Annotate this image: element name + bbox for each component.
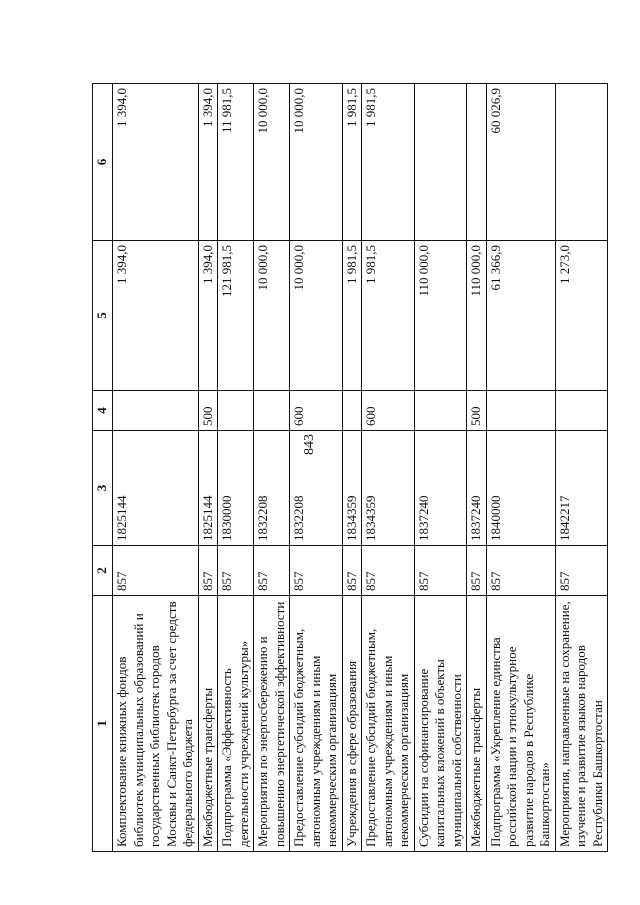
row-amount-1: 121 981,5 [218, 241, 254, 391]
row-ministry-code: 857 [113, 546, 199, 596]
row-ministry-code: 857 [362, 546, 415, 596]
row-target-code: 1837240 [414, 431, 467, 546]
page-number: 843 [302, 434, 317, 455]
table-row [254, 84, 290, 852]
row-name: Учреждения в сфере образования [342, 596, 362, 852]
row-ministry-code: 857 [198, 546, 218, 596]
row-name: Комплектование книжных фондов библиотек муниципальных образований и государственных библиотек городов Москвы и Санкт-Петербурга за счет средств федерального бюджета [113, 596, 199, 852]
row-amount-2: 60 026,9 [486, 84, 555, 241]
table-row [486, 84, 555, 852]
row-expense-type: 600 [290, 391, 343, 431]
row-amount-1: 1 981,5 [362, 241, 415, 391]
row-amount-2 [555, 84, 608, 241]
row-target-code: 1834359 [342, 431, 362, 546]
row-expense-type [113, 391, 199, 431]
table-row [362, 84, 415, 852]
row-amount-1: 110 000,0 [467, 241, 487, 391]
row-ministry-code: 857 [467, 546, 487, 596]
row-expense-type [555, 391, 608, 431]
table-row [198, 84, 218, 852]
table-row [414, 84, 467, 852]
row-name: Субсидии на софинансирование капитальных вложений в объекты муниципальной собственности [414, 596, 467, 852]
row-name: Подпрограмма «Эффективность деятельности учреждений культуры» [218, 596, 254, 852]
row-target-code: 1832208 [254, 431, 290, 546]
row-amount-1: 110 000,0 [414, 241, 467, 391]
rotated-table-container [92, 84, 636, 852]
row-ministry-code: 857 [555, 546, 608, 596]
row-amount-2: 11 981,5 [218, 84, 254, 241]
row-ministry-code: 857 [342, 546, 362, 596]
column-header: 2 [93, 546, 113, 596]
table-row [342, 84, 362, 852]
column-header: 1 [93, 596, 113, 852]
row-expense-type [342, 391, 362, 431]
row-name: Предоставление субсидий бюджетным, автономным учреждениям и иным некоммерческим организациям [362, 596, 415, 852]
table-row [467, 84, 487, 852]
row-target-code: 1840000 [486, 431, 555, 546]
column-header: 5 [93, 241, 113, 391]
row-amount-2 [414, 84, 467, 241]
row-target-code: 1830000 [218, 431, 254, 546]
row-amount-1: 1 981,5 [342, 241, 362, 391]
column-header: 6 [93, 84, 113, 241]
row-name: Предоставление субсидий бюджетным, автономным учреждениям и иным некоммерческим организациям [290, 596, 343, 852]
row-amount-1: 1 273,0 [555, 241, 608, 391]
row-amount-2: 10 000,0 [290, 84, 343, 241]
row-target-code: 1832208 [290, 431, 343, 546]
row-name: Межбюджетные трансферты [467, 596, 487, 852]
row-expense-type [486, 391, 555, 431]
row-ministry-code: 857 [254, 546, 290, 596]
row-target-code: 1834359 [362, 431, 415, 546]
row-expense-type: 500 [198, 391, 218, 431]
table-row [290, 84, 343, 852]
row-amount-2 [467, 84, 487, 241]
row-name: Подпрограмма «Укрепление единства российской нации и этнокультурное развитие народов в Республике Башкортостан» [486, 596, 555, 852]
table-row [113, 84, 199, 852]
row-ministry-code: 857 [486, 546, 555, 596]
table-row [218, 84, 254, 852]
row-ministry-code: 857 [218, 546, 254, 596]
row-amount-2: 1 394,0 [198, 84, 218, 241]
row-expense-type: 500 [467, 391, 487, 431]
row-target-code: 1825144 [113, 431, 199, 546]
row-expense-type [414, 391, 467, 431]
row-ministry-code: 857 [290, 546, 343, 596]
row-expense-type: 600 [362, 391, 415, 431]
table-header-row [93, 84, 113, 852]
row-amount-2: 1 981,5 [342, 84, 362, 241]
row-amount-1: 10 000,0 [254, 241, 290, 391]
row-amount-2: 10 000,0 [254, 84, 290, 241]
column-header: 4 [93, 391, 113, 431]
row-name: Мероприятия по энергосбережению и повышению энергетической эффективности [254, 596, 290, 852]
row-amount-1: 1 394,0 [198, 241, 218, 391]
row-amount-2: 1 981,5 [362, 84, 415, 241]
row-amount-2: 1 394,0 [113, 84, 199, 241]
row-amount-1: 61 366,9 [486, 241, 555, 391]
row-target-code: 1842217 [555, 431, 608, 546]
row-amount-1: 1 394,0 [113, 241, 199, 391]
column-header: 3 [93, 431, 113, 546]
row-target-code: 1825144 [198, 431, 218, 546]
row-name: Мероприятия, направленные на сохранение, изучение и развитие языков народов Республики Башкортостан [555, 596, 608, 852]
row-amount-1: 10 000,0 [290, 241, 343, 391]
budget-table [92, 83, 608, 852]
table-row [555, 84, 608, 852]
row-expense-type [218, 391, 254, 431]
row-name: Межбюджетные трансферты [198, 596, 218, 852]
row-target-code: 1837240 [467, 431, 487, 546]
row-expense-type [254, 391, 290, 431]
row-ministry-code: 857 [414, 546, 467, 596]
